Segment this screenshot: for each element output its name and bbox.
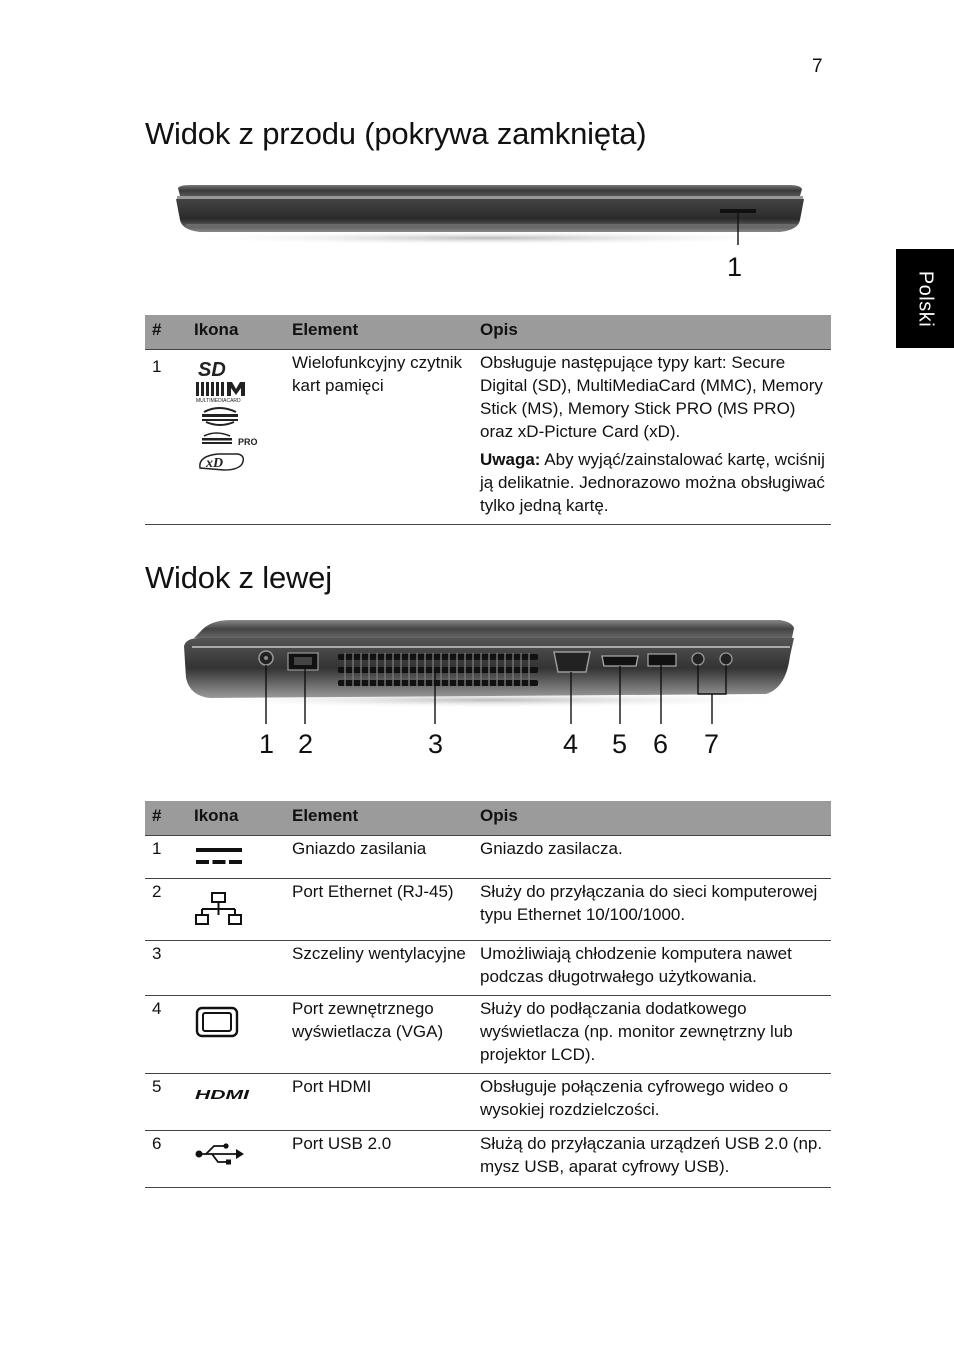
laptop-left-illustration [170,612,830,730]
row-description: Służy do podłączania dodatkowego wyświetlacza (np. monitor zewnętrzny lub projektor LCD). [475,996,831,1074]
row-description: Służy do przyłączania do sieci komputerowej typu Ethernet 10/100/1000. [475,879,831,941]
row-description [475,350,831,525]
row-description: Gniazdo zasilacza. [475,836,831,879]
left-callout-3: 3 [428,729,444,759]
left-callout-5: 5 [612,729,628,759]
left-view-figure [170,612,830,730]
language-side-tab-label: Polski [914,270,937,327]
note-text: Aby wyjąć/zainstalować kartę, wciśnij ją delikatnie. Jednorazowo można obsługiwać tylko jedną kartę. [480,450,825,515]
svg-text:xD: xD [206,456,224,471]
header-description: Opis [475,801,831,836]
table-row [145,879,831,941]
row-icon-cell [189,879,287,941]
left-view-table [145,801,831,1188]
row-element: Szczeliny wentylacyjne [287,941,475,996]
row-number: 5 [145,1074,189,1131]
laptop-front-illustration [160,180,820,250]
memory-card-logos-icon [194,356,264,471]
left-callout-4: 4 [563,729,579,759]
row-element: Port zewnętrznego wyświetlacza (VGA) [287,996,475,1074]
row-description: Służą do przyłączania urządzeń USB 2.0 (np. mysz USB, aparat cyfrowy USB). [475,1131,831,1188]
ethernet-icon [194,891,244,927]
ms-pro-logo-text: PRO [238,437,258,447]
page-number: 7 [812,56,823,77]
table-row [145,350,831,525]
left-callout-1: 1 [259,729,275,759]
front-view-table [145,315,831,525]
row-element: Gniazdo zasilania [287,836,475,879]
row-note [480,448,826,517]
row-icon-cell [189,350,287,525]
left-callout-2: 2 [298,729,314,759]
hdmi-logo-text: HDMI [195,1087,250,1102]
header-number: # [145,315,189,350]
front-callout-1: 1 [727,252,743,282]
table-header-row [145,801,831,836]
table-row [145,1131,831,1188]
dc-power-icon [194,845,244,869]
table-header-row [145,315,831,350]
header-element: Element [287,315,475,350]
row-icon-cell [189,1074,287,1131]
row-number: 1 [145,350,189,525]
row-icon-cell [189,996,287,1074]
hdmi-icon [194,1087,252,1103]
row-icon-cell [189,1131,287,1188]
row-description-text: Obsługuje następujące typy kart: Secure Digital (SD), MultiMediaCard (MMC), Memory Stick (MS), Memory Stick PRO (MS PRO) oraz xD-Picture Card (xD). [480,353,823,441]
row-element: Wielofunkcyjny czytnik kart pamięci [287,350,475,525]
header-description: Opis [475,315,831,350]
svg-text:SD: SD [198,359,226,381]
header-number: # [145,801,189,836]
front-view-figure [160,180,820,250]
row-description: Umożliwiają chłodzenie komputera nawet podczas długotrwałego użytkowania. [475,941,831,996]
row-icon-cell [189,941,287,996]
table-row [145,941,831,996]
row-number: 3 [145,941,189,996]
row-element: Port HDMI [287,1074,475,1131]
row-number: 2 [145,879,189,941]
language-side-tab [896,249,954,348]
left-callout-7: 7 [704,729,720,759]
table-row [145,836,831,879]
table-row [145,996,831,1074]
section2-title: Widok z lewej [145,560,332,595]
note-label: Uwaga: [480,450,541,469]
row-element: Port Ethernet (RJ-45) [287,879,475,941]
row-number: 1 [145,836,189,879]
header-icon: Ikona [189,315,287,350]
row-icon-cell [189,836,287,879]
header-element: Element [287,801,475,836]
row-number: 4 [145,996,189,1074]
left-callout-6: 6 [653,729,669,759]
row-number: 6 [145,1131,189,1188]
section1-title: Widok z przodu (pokrywa zamknięta) [145,116,647,151]
vga-monitor-icon [194,1006,244,1038]
header-icon: Ikona [189,801,287,836]
row-description: Obsługuje połączenia cyfrowego wideo o wysokiej rozdzielczości. [475,1074,831,1131]
usb-icon [194,1141,246,1167]
mmc-logo-text: MULTIMEDIACARD [196,398,241,404]
row-element: Port USB 2.0 [287,1131,475,1188]
table-row [145,1074,831,1131]
